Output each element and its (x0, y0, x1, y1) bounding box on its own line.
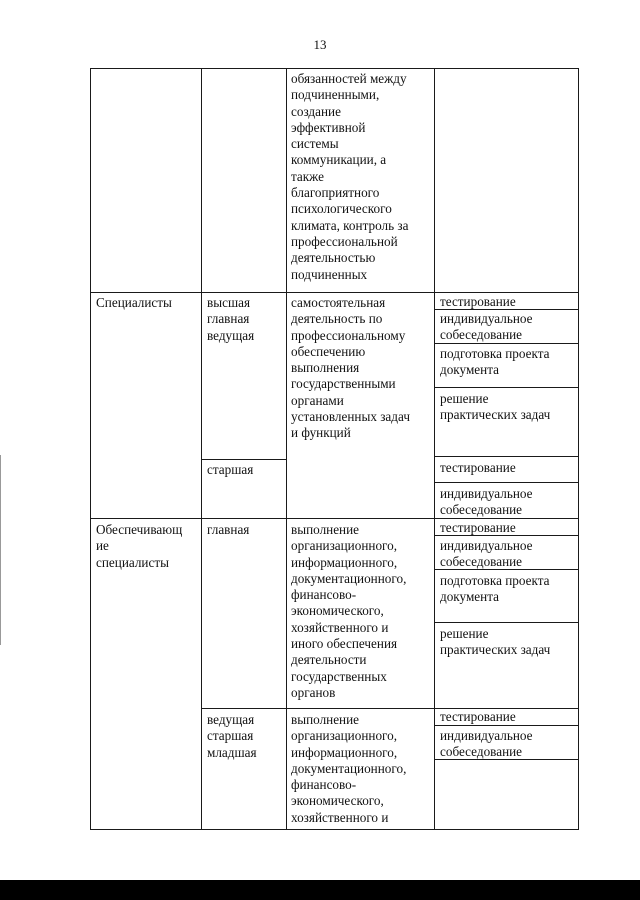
table-column-divider (201, 68, 202, 830)
subrow-divider (201, 708, 579, 709)
table-column-divider (434, 68, 435, 830)
method-item: индивидуальное собеседование (440, 728, 533, 760)
row-divider (90, 292, 579, 293)
scan-edge (0, 455, 1, 645)
table-border-left (90, 68, 91, 830)
method-item: подготовка проекта документа (440, 573, 550, 605)
method-item: тестирование (440, 709, 516, 724)
duties-cell: выполнение организационного, информационного, документационного, финансово- экономического, хозяйственного и иного обеспечения деятельности государственных органов (291, 522, 407, 700)
table-border-right (578, 68, 579, 830)
groups-cell: ведущая старшая младшая (207, 712, 257, 760)
page-number: 13 (313, 37, 327, 52)
method-item: тестирование (440, 520, 516, 535)
category-cell: Обеспечивающ ие специалисты (96, 522, 183, 570)
subrow-divider (201, 459, 287, 460)
table-border-top (90, 68, 579, 69)
method-item: индивидуальное собеседование (440, 486, 533, 518)
groups-cell: высшая главная ведущая (207, 295, 255, 343)
table-column-divider (286, 68, 287, 830)
method-divider (434, 482, 579, 483)
method-divider (434, 456, 579, 457)
method-divider (434, 387, 579, 388)
groups-cell: главная (207, 522, 250, 537)
duties-cell: выполнение организационного, информационного, документационного, финансово- экономического, хозяйственного и (291, 712, 407, 825)
method-item: решение практических задач (440, 391, 551, 423)
scan-bottom-bar (0, 880, 640, 900)
method-item: решение практических задач (440, 626, 551, 658)
method-item: тестирование (440, 294, 516, 309)
method-item: тестирование (440, 460, 516, 475)
category-cell: Специалисты (96, 295, 172, 310)
method-item: индивидуальное собеседование (440, 538, 533, 570)
method-item: индивидуальное собеседование (440, 311, 533, 343)
groups-cell: старшая (207, 462, 254, 477)
duties-cell: обязанностей между подчиненными, создание эффективной системы коммуникации, а также благоприятного психологического климата, контроль за профессиональной деятельностью подчиненных (291, 71, 409, 282)
duties-cell: самостоятельная деятельность по профессиональному обеспечению выполнения государственными органами установленных задач и функций (291, 295, 410, 441)
method-item: подготовка проекта документа (440, 346, 550, 378)
table-border-bottom (90, 829, 579, 830)
method-divider (434, 622, 579, 623)
